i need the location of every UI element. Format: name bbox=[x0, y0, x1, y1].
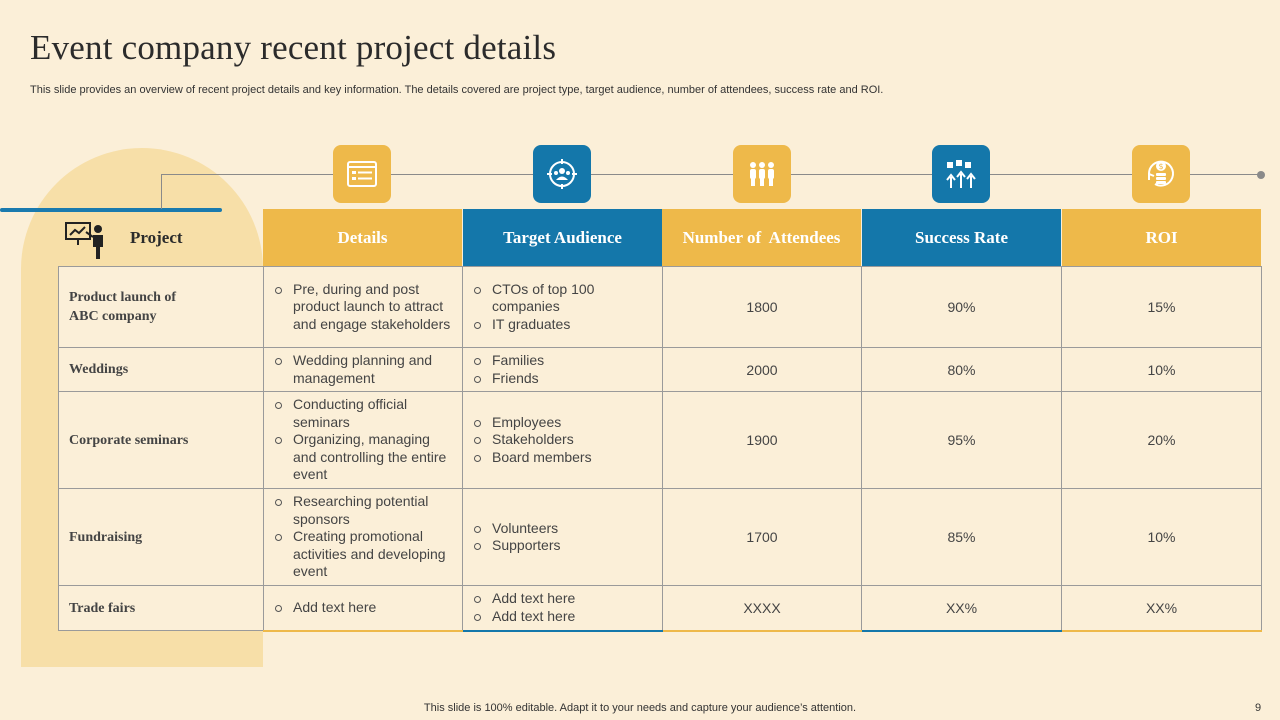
header-project: Project bbox=[58, 209, 261, 267]
project-name: Trade fairs bbox=[59, 586, 264, 631]
details-cell: Add text here bbox=[264, 586, 463, 631]
audience-target-icon bbox=[544, 156, 580, 192]
attendees-cell: XXXX bbox=[663, 586, 862, 631]
project-name: Fundraising bbox=[59, 489, 264, 586]
footer-note: This slide is 100% editable. Adapt it to your needs and capture your audience’s attention. bbox=[423, 702, 857, 714]
audience-cell: Add text here Add text here bbox=[463, 586, 663, 631]
audience-cell: CTOs of top 100 companies IT graduates bbox=[463, 267, 663, 348]
connector-end-dot bbox=[1257, 171, 1265, 179]
project-table bbox=[58, 266, 1262, 632]
table-row bbox=[59, 586, 1262, 631]
audience-cell: Families Friends bbox=[463, 348, 663, 392]
project-name: Product launch of ABC company bbox=[59, 267, 264, 348]
audience-cell: Employees Stakeholders Board members bbox=[463, 392, 663, 489]
project-name: Weddings bbox=[59, 348, 264, 392]
checklist-icon bbox=[344, 156, 380, 192]
attendees-cell: 1800 bbox=[663, 267, 862, 348]
connector-line bbox=[161, 174, 1261, 175]
success-rate-cell: 95% bbox=[862, 392, 1062, 489]
audience-cell: Volunteers Supporters bbox=[463, 489, 663, 586]
svg-text:$: $ bbox=[1158, 162, 1164, 171]
attendees-icon-tile bbox=[733, 145, 791, 203]
roi-icon-tile bbox=[1132, 145, 1190, 203]
people-group-icon bbox=[744, 156, 780, 192]
presentation-icon bbox=[64, 219, 108, 261]
roi-cell: 20% bbox=[1062, 392, 1262, 489]
details-cell: Conducting official seminars Organizing, managing and controlling the entire event bbox=[264, 392, 463, 489]
table-row bbox=[59, 392, 1262, 489]
header-target-audience: Target Audience bbox=[463, 209, 662, 267]
success-rate-cell: 85% bbox=[862, 489, 1062, 586]
project-name: Corporate seminars bbox=[59, 392, 264, 489]
attendees-cell: 1900 bbox=[663, 392, 862, 489]
details-cell: Researching potential sponsors Creating promotional activities and developing event bbox=[264, 489, 463, 586]
success-icon-tile bbox=[932, 145, 990, 203]
audience-icon-tile bbox=[533, 145, 591, 203]
details-cell: Pre, during and post product launch to attract and engage stakeholders bbox=[264, 267, 463, 348]
attendees-cell: 2000 bbox=[663, 348, 862, 392]
page-number: 9 bbox=[1255, 702, 1262, 714]
success-rate-cell: 90% bbox=[862, 267, 1062, 348]
details-icon-tile bbox=[333, 145, 391, 203]
table-header bbox=[58, 209, 1261, 267]
connector-line-vertical bbox=[161, 174, 162, 209]
header-attendees: Number of Attendees bbox=[662, 209, 861, 267]
roi-cell: 10% bbox=[1062, 489, 1262, 586]
attendees-cell: 1700 bbox=[663, 489, 862, 586]
table-row bbox=[59, 489, 1262, 586]
table-row bbox=[59, 267, 1262, 348]
roi-cell: 15% bbox=[1062, 267, 1262, 348]
growth-arrows-icon bbox=[943, 156, 979, 192]
roi-cell: 10% bbox=[1062, 348, 1262, 392]
dollar-coins-icon bbox=[1143, 156, 1179, 192]
success-rate-cell: XX% bbox=[862, 586, 1062, 631]
header-success-rate: Success Rate bbox=[862, 209, 1061, 267]
slide-subtitle: This slide provides an overview of recent project details and key information. The details covered are project type, target audience, number of attendees, success rate and ROI. bbox=[30, 84, 884, 96]
header-details: Details bbox=[263, 209, 462, 267]
details-cell: Wedding planning and management bbox=[264, 348, 463, 392]
success-rate-cell: 80% bbox=[862, 348, 1062, 392]
slide-title: Event company recent project details bbox=[30, 28, 557, 67]
header-roi: ROI bbox=[1062, 209, 1261, 267]
roi-cell: XX% bbox=[1062, 586, 1262, 631]
table-row bbox=[59, 348, 1262, 392]
